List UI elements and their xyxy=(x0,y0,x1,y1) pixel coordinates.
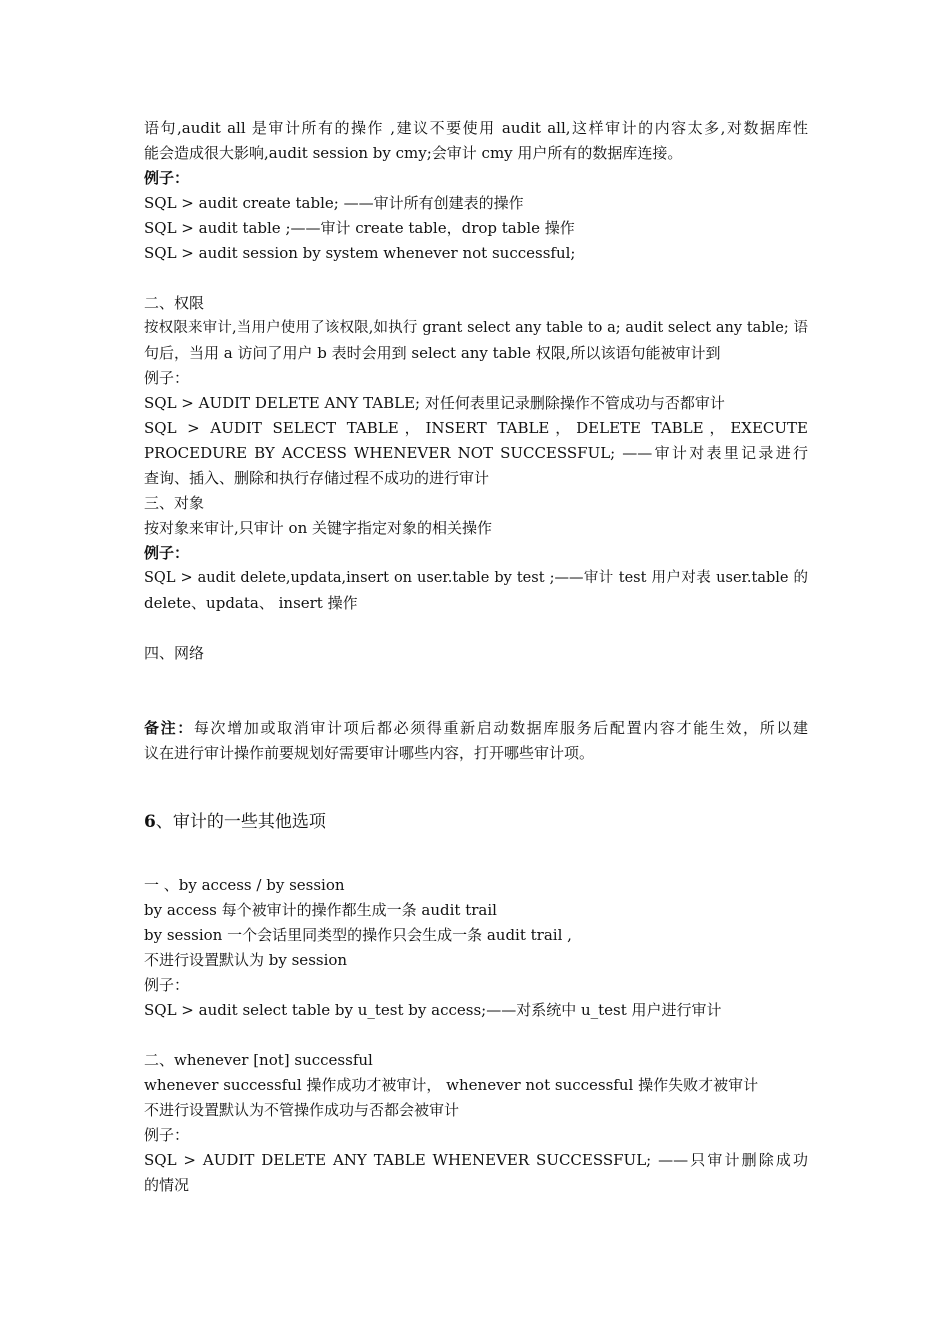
document-body xyxy=(144,116,808,1198)
paragraph-line: 按对象来审计,只审计 on 关键字指定对象的相关操作 xyxy=(144,519,492,537)
note-text: 每次增加或取消审计项后都必须得重新启动数据库服务后配置内容才能生效，所以建 xyxy=(193,719,808,737)
paragraph-line: whenever successful 操作成功才被审计， whenever not successful 操作失败才被审计 xyxy=(144,1076,759,1094)
sql-example-line: SQL > AUDIT DELETE ANY TABLE; 对任何表里记录删除操作不管成功与否都审计 xyxy=(144,394,725,412)
sql-example-line: SQL > AUDIT SELECT TABLE，INSERT TABLE，DELETE TABLE，EXECUTE xyxy=(144,419,808,437)
paragraph-line: 能会造成很大影响,audit session by cmy;会审计 cmy 用户所有的数据库连接。 xyxy=(144,144,683,162)
note-label: 备注： xyxy=(144,719,194,737)
example-label: 例子： xyxy=(144,544,190,562)
spacer xyxy=(144,766,808,810)
example-label: 例子： xyxy=(144,1126,190,1144)
paragraph-line: 的情况 xyxy=(144,1176,190,1194)
note-line: 议在进行审计操作前要规划好需要审计哪些内容，打开哪些审计项。 xyxy=(144,744,595,762)
paragraph-line: by session 一个会话里同类型的操作只会生成一条 audit trail , xyxy=(144,926,572,944)
section-heading: 二、权限 xyxy=(144,294,205,312)
paragraph-line: 句后，当用 a 访问了用户 b 表时会用到 select any table 权限,所以该语句能被审计到 xyxy=(144,344,721,362)
example-label: 例子： xyxy=(144,976,190,994)
section-heading: 三、对象 xyxy=(144,494,205,512)
paragraph-line: 按权限来审计,当用户使用了该权限,如执行 grant select any table to a; audit select any table; 语 xyxy=(144,320,808,336)
sql-example-line: PROCEDURE BY ACCESS WHENEVER NOT SUCCESSFUL; ——审计对表里记录进行 xyxy=(144,444,808,462)
paragraph-line: 不进行设置默认为 by session xyxy=(144,951,348,969)
section-heading: 一 、by access / by session xyxy=(144,876,345,894)
example-label: 例子： xyxy=(144,169,190,187)
paragraph-line: by access 每个被审计的操作都生成一条 audit trail xyxy=(144,901,497,919)
sql-example-line: SQL > audit table ;——审计 create table，drop table 操作 xyxy=(144,219,575,237)
spacer xyxy=(144,835,808,873)
note-line xyxy=(144,716,808,741)
sql-example-line: SQL > audit delete,updata,insert on user.table by test ;——审计 test 用户对表 user.table 的 xyxy=(144,570,808,586)
section-heading: 二、whenever [not] successful xyxy=(144,1051,373,1069)
sql-example-line: SQL > audit create table; ——审计所有创建表的操作 xyxy=(144,194,524,212)
spacer xyxy=(144,666,808,716)
sql-example-line: SQL > AUDIT DELETE ANY TABLE WHENEVER SUCCESSFUL; ——只审计删除成功 xyxy=(144,1151,808,1169)
spacer xyxy=(144,1023,808,1048)
chapter-heading xyxy=(144,810,808,835)
example-label: 例子： xyxy=(144,369,190,387)
section-heading: 四、网络 xyxy=(144,644,205,662)
paragraph-line: 语句,audit all 是审计所有的操作 ,建议不要使用 audit all,这样审计的内容太多,对数据库性 xyxy=(144,119,808,137)
paragraph-line: 查询、插入、删除和执行存储过程不成功的进行审计 xyxy=(144,469,490,487)
paragraph-line: delete、updata、 insert 操作 xyxy=(144,594,358,612)
chapter-title: 、审计的一些其他选项 xyxy=(155,812,326,832)
paragraph-line: 不进行设置默认为不管操作成功与否都会被审计 xyxy=(144,1101,460,1119)
spacer xyxy=(144,616,808,641)
spacer xyxy=(144,266,808,291)
sql-example-line: SQL > audit select table by u_test by access;——对系统中 u_test 用户进行审计 xyxy=(144,1001,722,1019)
sql-example-line: SQL > audit session by system whenever not successful; xyxy=(144,244,576,262)
chapter-number: 6 xyxy=(144,812,156,832)
